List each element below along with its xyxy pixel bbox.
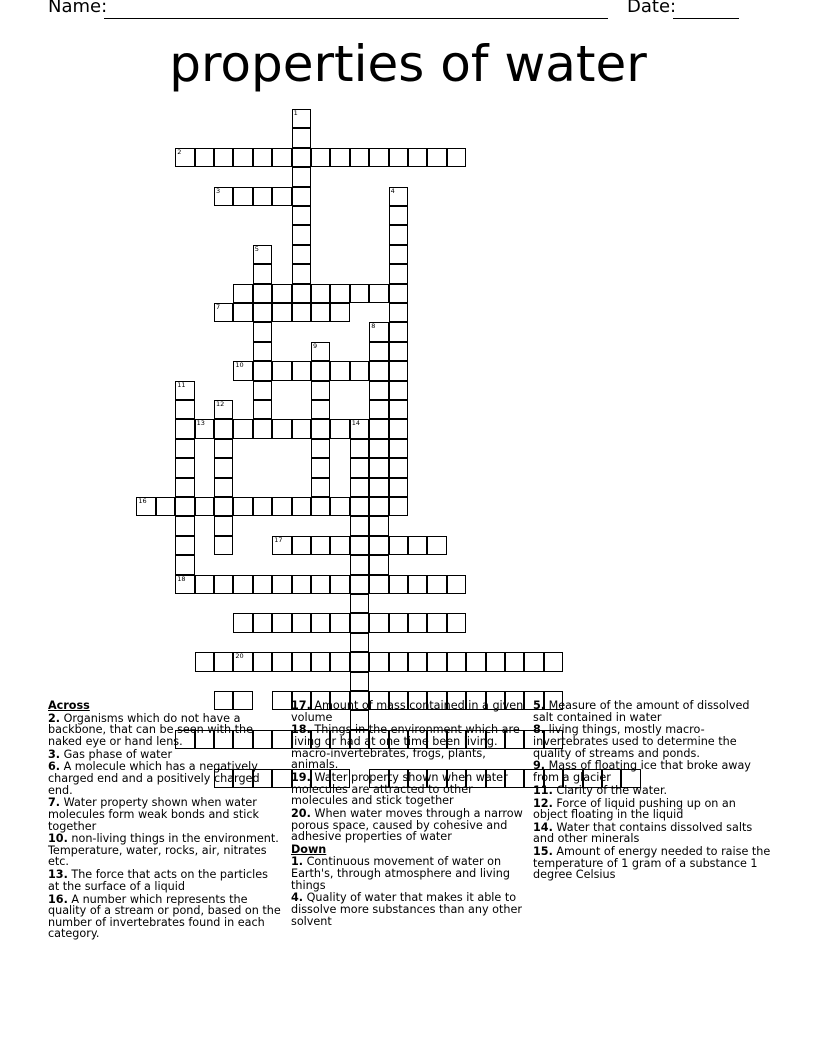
grid-cell[interactable] [253,322,272,341]
grid-cell[interactable] [214,400,233,419]
clue-text: Organisms which do not have a backbone, that can be seen with the naked eye or hand lens. [48,711,253,748]
grid-cell[interactable] [311,381,330,400]
across-clue [48,761,282,796]
grid-cell[interactable] [369,148,388,167]
grid-cell[interactable] [214,148,233,167]
grid-cell[interactable] [292,187,311,206]
grid-cell[interactable] [311,361,330,380]
grid-cell[interactable] [389,613,408,632]
grid-cell[interactable] [292,206,311,225]
grid-cell[interactable] [369,536,388,555]
clue-column-3 [533,700,773,882]
clue-text: The force that acts on the particles at the surface of a liquid [48,868,268,893]
grid-cell[interactable] [292,652,311,671]
clue-column-2 [291,700,525,928]
grid-cell[interactable] [466,652,485,671]
grid-cell[interactable] [311,303,330,322]
clue-text: A molecule which has a negatively charged end and a positively charged end. [48,760,260,797]
grid-cell[interactable] [389,575,408,594]
grid-cell[interactable] [330,419,349,438]
grid-cell[interactable] [369,575,388,594]
grid-cell[interactable] [350,613,369,632]
clue-number: 15. [533,845,553,859]
grid-cell[interactable] [311,400,330,419]
grid-cell[interactable] [350,497,369,516]
grid-cell[interactable] [233,284,252,303]
grid-cell[interactable] [233,652,252,671]
grid-cell[interactable] [330,652,349,671]
grid-cell[interactable] [253,284,272,303]
clue-number-label: 17 [274,535,283,544]
grid-cell[interactable] [389,342,408,361]
grid-cell[interactable] [214,303,233,322]
grid-cell[interactable] [292,109,311,128]
grid-cell[interactable] [214,439,233,458]
grid-cell[interactable] [350,555,369,574]
grid-cell[interactable] [447,148,466,167]
clue-number-label: 1 [293,109,298,117]
grid-cell[interactable] [292,284,311,303]
clue-number: 4. [291,891,304,905]
grid-cell[interactable] [272,652,291,671]
grid-cell[interactable] [447,613,466,632]
grid-cell[interactable] [369,652,388,671]
grid-cell[interactable] [233,187,252,206]
across-clue [48,713,282,748]
grid-cell[interactable] [389,361,408,380]
across-clue [48,749,282,761]
clue-number: 6. [48,760,61,774]
down-clue [533,700,773,723]
clue-number: 12. [533,796,553,810]
grid-cell[interactable] [350,672,369,691]
clue-number-label: 12 [216,400,225,408]
grid-cell[interactable] [292,245,311,264]
down-clue [533,785,773,797]
grid-cell[interactable] [292,613,311,632]
clue-number: 20. [291,806,311,820]
grid-cell[interactable] [369,613,388,632]
grid-cell[interactable] [272,497,291,516]
grid-cell[interactable] [350,575,369,594]
grid-cell[interactable] [195,148,214,167]
across-clue [291,808,525,843]
grid-cell[interactable] [408,652,427,671]
grid-cell[interactable] [292,128,311,147]
clue-number-label: 5 [254,244,259,253]
grid-cell[interactable] [175,400,194,419]
grid-cell[interactable] [175,516,194,535]
clue-number: 9. [533,759,546,773]
clue-number: 17. [291,699,311,712]
grid-cell[interactable] [175,419,194,438]
clue-number-label: 13 [196,419,205,428]
grid-cell[interactable] [369,361,388,380]
grid-cell[interactable] [175,555,194,574]
clue-number-label: 7 [216,303,221,311]
grid-cell[interactable] [175,478,194,497]
down-clue [533,798,773,821]
grid-cell[interactable] [311,458,330,477]
grid-cell[interactable] [292,148,311,167]
grid-cell[interactable] [311,284,330,303]
clue-text: Amount of energy needed to raise the temperature of 1 gram of a substance 1 degree Celsius [533,845,771,882]
clue-text: Force of liquid pushing up on an object floating in the liquid [533,796,736,822]
clue-number-label: 3 [216,186,221,195]
grid-cell[interactable] [272,536,291,555]
clue-text: Clarity of the water. [552,783,668,797]
grid-cell[interactable] [369,555,388,574]
clue-text: Water property shown when water molecules are attracted to other molecules and stick together [291,770,508,808]
clue-number: 10. [48,832,68,846]
grid-cell[interactable] [292,497,311,516]
grid-cell[interactable] [524,652,543,671]
grid-cell[interactable] [350,652,369,671]
clue-text: living things, mostly macro-invertebrates used to determine the quality of streams and ponds. [533,723,737,760]
grid-cell[interactable] [233,419,252,438]
grid-cell[interactable] [369,284,388,303]
grid-cell[interactable] [408,148,427,167]
across-clue [48,869,282,892]
clue-number-label: 10 [235,361,244,370]
clue-text: Continuous movement of water on Earth's, through atmosphere and living things [291,855,510,892]
grid-cell[interactable] [311,439,330,458]
clue-number-label: 16 [138,497,147,505]
grid-cell[interactable] [233,361,252,380]
grid-cell[interactable] [175,381,194,400]
clue-text: Quality of water that makes it able to dissolve more substances than any other solvent [291,891,522,928]
clue-number: 3. [48,747,61,761]
grid-cell[interactable] [214,536,233,555]
clue-number: 13. [48,868,68,882]
clue-text: Things in the environment which are living or had at one time been living. macro-invertebrates, frogs, plants, animals. [291,723,520,772]
grid-cell[interactable] [505,652,524,671]
grid-cell[interactable] [214,458,233,477]
grid-cell[interactable] [408,613,427,632]
clue-number: 5. [533,699,546,712]
grid-cell[interactable] [253,187,272,206]
grid-cell[interactable] [427,613,446,632]
clue-number-label: 14 [351,419,361,428]
grid-cell[interactable] [272,613,291,632]
grid-cell[interactable] [389,497,408,516]
clue-text: Water property shown when water molecules form weak bonds and stick together [48,796,259,833]
grid-cell[interactable] [369,478,388,497]
grid-cell[interactable] [330,284,349,303]
across-clue [48,833,282,868]
clue-text: Gas phase of water [60,747,173,761]
grid-cell[interactable] [175,148,194,167]
grid-cell[interactable] [214,497,233,516]
grid-cell[interactable] [408,575,427,594]
grid-cell[interactable] [233,497,252,516]
grid-cell[interactable] [389,419,408,438]
grid-cell[interactable] [369,400,388,419]
grid-cell[interactable] [214,478,233,497]
grid-cell[interactable] [350,516,369,535]
grid-cell[interactable] [175,497,194,516]
grid-cell[interactable] [136,497,155,516]
grid-cell[interactable] [427,575,446,594]
grid-cell[interactable] [292,167,311,186]
grid-cell[interactable] [292,225,311,244]
grid-cell[interactable] [292,536,311,555]
grid-cell[interactable] [272,284,291,303]
clue-number: 16. [48,892,68,906]
grid-cell[interactable] [195,575,214,594]
grid-cell[interactable] [195,419,214,438]
clue-number: 7. [48,796,61,810]
clue-number-label: 4 [390,186,395,195]
grid-cell[interactable] [350,594,369,613]
clue-text: Measure of the amount of dissolved salt contained in water [533,699,750,724]
grid-cell[interactable] [369,322,388,341]
grid-cell[interactable] [253,342,272,361]
grid-cell[interactable] [369,497,388,516]
grid-cell[interactable] [389,245,408,264]
name-label: Name: [48,0,113,17]
grid-cell[interactable] [292,303,311,322]
grid-cell[interactable] [311,419,330,438]
grid-cell[interactable] [253,575,272,594]
grid-cell[interactable] [369,419,388,438]
grid-cell[interactable] [544,652,563,671]
grid-cell[interactable] [175,536,194,555]
grid-cell[interactable] [175,439,194,458]
grid-cell[interactable] [350,419,369,438]
down-clue [291,892,525,927]
grid-cell[interactable] [195,497,214,516]
grid-cell[interactable] [369,458,388,477]
clue-number-label: 2 [177,147,182,156]
across-clue [291,724,525,770]
grid-cell[interactable] [389,206,408,225]
grid-cell[interactable] [233,613,252,632]
clue-number: 19. [291,770,311,784]
clue-number-label: 20 [235,652,244,661]
across-clue [291,700,525,723]
grid-cell[interactable] [311,148,330,167]
across-clue [48,894,282,940]
down-heading: Down [291,842,327,856]
clue-number-label: 8 [371,322,376,331]
grid-cell[interactable] [330,148,349,167]
clue-text: Water that contains dissolved salts and other minerals [533,820,753,846]
grid-cell[interactable] [253,148,272,167]
grid-cell[interactable] [389,303,408,322]
grid-cell[interactable] [330,575,349,594]
grid-cell[interactable] [389,536,408,555]
grid-cell[interactable] [195,652,214,671]
clue-text: Amount of mass contained in a given volume [291,699,524,724]
clue-column-1 [48,700,282,941]
grid-cell[interactable] [311,342,330,361]
grid-cell[interactable] [175,458,194,477]
clue-number-label: 9 [313,341,318,350]
clue-text: A number which represents the quality of a stream or pond, based on the number of invertebrates found in each category. [48,892,281,941]
grid-cell[interactable] [272,575,291,594]
grid-cell[interactable] [350,439,369,458]
clue-text: Mass of floating ice that broke away from a glacier [533,759,751,784]
grid-cell[interactable] [272,361,291,380]
grid-cell[interactable] [330,303,349,322]
clue-number-label: 18 [177,574,186,583]
grid-cell[interactable] [427,148,446,167]
grid-cell[interactable] [447,575,466,594]
grid-cell[interactable] [272,419,291,438]
down-clue [533,822,773,845]
grid-cell[interactable] [233,148,252,167]
grid-cell[interactable] [389,148,408,167]
grid-cell[interactable] [350,284,369,303]
clue-number-label: 11 [177,380,186,389]
date-label: Date: [627,0,682,17]
grid-cell[interactable] [408,536,427,555]
grid-cell[interactable] [311,478,330,497]
grid-cell[interactable] [292,575,311,594]
grid-cell[interactable] [389,478,408,497]
grid-cell[interactable] [156,497,175,516]
clue-number: 8. [533,723,546,737]
grid-cell[interactable] [389,381,408,400]
down-clue [291,856,525,891]
grid-cell[interactable] [486,652,505,671]
grid-cell[interactable] [369,516,388,535]
grid-cell[interactable] [214,516,233,535]
grid-cell[interactable] [369,342,388,361]
grid-cell[interactable] [389,225,408,244]
grid-cell[interactable] [253,264,272,283]
grid-cell[interactable] [253,419,272,438]
grid-cell[interactable] [311,497,330,516]
grid-cell[interactable] [389,284,408,303]
grid-cell[interactable] [350,633,369,652]
grid-cell[interactable] [350,148,369,167]
grid-cell[interactable] [272,187,291,206]
grid-cell[interactable] [447,652,466,671]
grid-cell[interactable] [330,613,349,632]
grid-cell[interactable] [272,303,291,322]
grid-cell[interactable] [253,381,272,400]
clue-number: 11. [533,783,553,797]
grid-cell[interactable] [350,478,369,497]
grid-cell[interactable] [214,419,233,438]
grid-cell[interactable] [427,536,446,555]
grid-cell[interactable] [311,613,330,632]
across-heading: Across [48,699,90,712]
grid-cell[interactable] [389,187,408,206]
down-clue [533,724,773,759]
down-clue [533,846,773,881]
grid-cell[interactable] [389,400,408,419]
grid-cell[interactable] [350,458,369,477]
grid-cell[interactable] [330,361,349,380]
grid-cell[interactable] [427,652,446,671]
grid-cell[interactable] [292,419,311,438]
clue-number: 2. [48,711,61,725]
grid-cell[interactable] [311,575,330,594]
grid-cell[interactable] [253,245,272,264]
grid-cell[interactable] [369,439,388,458]
clue-text: non-living things in the environment. Temperature, water, rocks, air, nitrates etc. [48,832,279,869]
grid-cell[interactable] [389,439,408,458]
grid-cell[interactable] [253,400,272,419]
grid-cell[interactable] [330,536,349,555]
clue-text: When water moves through a narrow porous space, caused by cohesive and adhesive properties of water [291,806,523,844]
grid-cell[interactable] [389,264,408,283]
grid-cell[interactable] [369,381,388,400]
puzzle-title: properties of water [169,35,647,93]
grid-cell[interactable] [350,361,369,380]
grid-cell[interactable] [175,575,194,594]
grid-cell[interactable] [253,361,272,380]
grid-cell[interactable] [253,497,272,516]
grid-cell[interactable] [389,322,408,341]
grid-cell[interactable] [214,575,233,594]
across-clue [48,797,282,832]
grid-cell[interactable] [311,652,330,671]
across-clue [291,772,525,807]
clue-number: 14. [533,820,553,834]
grid-cell[interactable] [233,575,252,594]
down-clue [533,760,773,783]
clue-number: 18. [291,723,311,737]
grid-cell[interactable] [233,303,252,322]
grid-cell[interactable] [389,652,408,671]
grid-cell[interactable] [389,458,408,477]
grid-cell[interactable] [292,361,311,380]
grid-cell[interactable] [311,536,330,555]
grid-cell[interactable] [253,613,272,632]
grid-cell[interactable] [253,652,272,671]
clue-number: 1. [291,855,304,869]
grid-cell[interactable] [350,536,369,555]
grid-cell[interactable] [292,264,311,283]
grid-cell[interactable] [214,187,233,206]
grid-cell[interactable] [253,303,272,322]
grid-cell[interactable] [330,497,349,516]
grid-cell[interactable] [272,148,291,167]
grid-cell[interactable] [214,652,233,671]
